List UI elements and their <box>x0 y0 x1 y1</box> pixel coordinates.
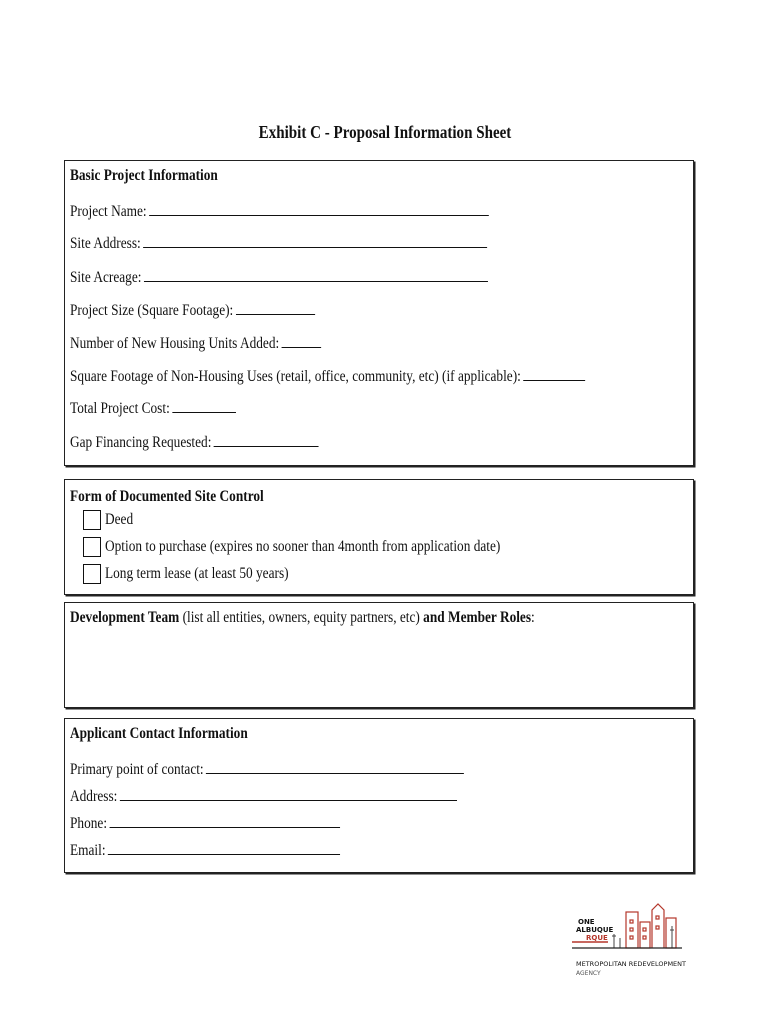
logo-agency-name: METROPOLITAN REDEVELOPMENT <box>576 960 686 968</box>
logo-one: ONE <box>578 918 595 926</box>
development-team-section[interactable] <box>64 602 694 708</box>
mra-logo <box>572 898 686 980</box>
email-field[interactable]: Email: <box>70 840 340 860</box>
basic-project-info-heading: Basic Project Information <box>70 167 218 184</box>
primary-contact-field[interactable]: Primary point of contact: <box>70 759 464 779</box>
development-team-heading: Development Team (list all entities, owners, equity partners, etc) and Member Roles: <box>70 609 535 626</box>
project-name-field[interactable]: Project Name: <box>70 201 489 221</box>
logo-albuque: ALBUQUE <box>576 926 614 934</box>
option-to-purchase-label: Option to purchase (expires no sooner than 4month from application date) <box>105 538 501 555</box>
logo-agency-word: AGENCY <box>576 970 601 977</box>
address-field[interactable]: Address: <box>70 786 457 806</box>
phone-field[interactable]: Phone: <box>70 813 340 833</box>
project-size-field[interactable]: Project Size (Square Footage): <box>70 300 315 320</box>
gap-financing-field[interactable]: Gap Financing Requested: <box>70 432 319 452</box>
site-control-heading: Form of Documented Site Control <box>70 488 264 505</box>
site-address-field[interactable]: Site Address: <box>70 233 487 253</box>
non-housing-field[interactable]: Square Footage of Non-Housing Uses (retail, office, community, etc) (if applicable): <box>70 366 585 386</box>
deed-label: Deed <box>105 511 134 528</box>
applicant-contact-heading: Applicant Contact Information <box>70 725 248 742</box>
deed-checkbox[interactable] <box>83 510 101 530</box>
basic-project-info-section <box>64 160 694 466</box>
applicant-contact-section <box>64 718 694 873</box>
long-term-lease-checkbox[interactable] <box>83 564 101 584</box>
option-to-purchase-checkbox[interactable] <box>83 537 101 557</box>
total-cost-field[interactable]: Total Project Cost: <box>70 398 236 418</box>
page-title: Exhibit C - Proposal Information Sheet <box>258 122 512 142</box>
housing-units-field[interactable]: Number of New Housing Units Added: <box>70 333 321 353</box>
site-acreage-field[interactable]: Site Acreage: <box>70 267 488 287</box>
logo-rque: RQUE <box>586 934 608 942</box>
long-term-lease-label: Long term lease (at least 50 years) <box>105 565 289 582</box>
site-control-section <box>64 479 694 595</box>
